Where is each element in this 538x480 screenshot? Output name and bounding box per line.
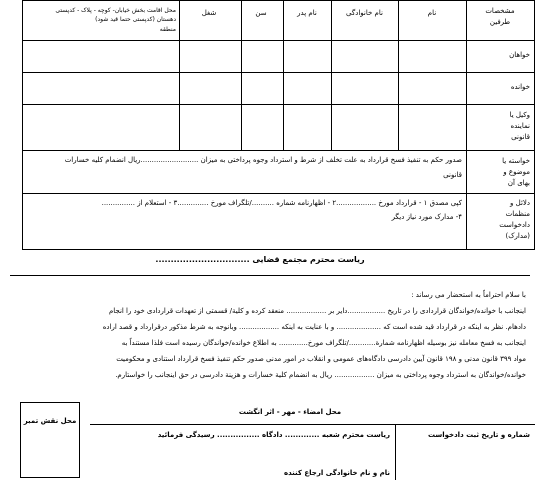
stamp-label: محل نقش تمبر bbox=[23, 417, 77, 425]
body-paragraph-4: مواد ٣٩٩ قانون مدنی و ١٩٨ قانون آیین دادرسی دادگاه‌های عمومی و انقلاب در امور مدنی صدور حکم تنفیذ فسخ قرارداد استنادی و محکومیت bbox=[116, 355, 526, 363]
table-top-border bbox=[22, 0, 535, 1]
header-address: محل اقامت بخش خیابان- کوچه - پلاک - کدپستی دهستان (کدپستی حتما قید شود) منطقه bbox=[55, 7, 176, 33]
branch-referral-text: ریاست محترم شعبه ............. دادگاه ................ رسیدگی فرمائید bbox=[157, 431, 390, 439]
body-paragraph-3: اینجانب به فسخ معامله نیز بوسیله اظهارنامه شمارة............/تلگراف مورخ............. به اطلاع خوانده/خواندگان رسیده است فلذا مستنداً به bbox=[121, 339, 526, 347]
referrer-name-label: نام و نام خانوادگی ارجاع کننده bbox=[284, 469, 390, 477]
demand-text-line2: قانونی bbox=[443, 171, 462, 179]
header-father: نام پدر bbox=[297, 9, 317, 17]
registration-label: شماره و تاریخ ثبت دادخواست bbox=[427, 431, 530, 439]
row-line-respondent bbox=[22, 104, 535, 105]
body-title-rule bbox=[10, 275, 530, 276]
body-paragraph-5: خوانده/خواندگان به استرداد وجوه پرداختی به میزان .................. ریال به انضمام کلیة خسارات و هزینة دادرسی در حق اینجانب را خواستارم. bbox=[115, 371, 526, 379]
col-line-job bbox=[179, 0, 180, 150]
footer-col-rule bbox=[395, 424, 396, 480]
body-paragraph-1: اینجانب با خوانده/خواندگان قراردادی را در تاریخ .................دایر بر .................. منعقد کرده و کلیة/ قسمتی از تعهدات قراردادی خود را انجام bbox=[108, 307, 526, 315]
footer-top-rule bbox=[90, 424, 535, 425]
row-line-lawyer bbox=[22, 150, 535, 151]
stamp-box bbox=[20, 402, 80, 478]
row-line-header bbox=[22, 40, 535, 41]
col-line-family bbox=[331, 0, 332, 150]
col-line-name bbox=[398, 0, 399, 150]
body-paragraph-2: دادهام. نظر به اینکه در قرارداد قید شده است که .................... و با عنایت به اینکه .................. وبانوجه به شرط مذکور درقرارداد و قصد اراده bbox=[102, 323, 526, 331]
header-age: سن bbox=[255, 9, 267, 17]
row-line-applicant bbox=[22, 72, 535, 73]
body-title: ریاست محترم مجتمع قضایی ............................... bbox=[155, 255, 365, 264]
row-label-respondent: خوانده bbox=[510, 83, 530, 91]
evidence-text-line1: کپی مصدق ١ - قرارداد مورخ ..................٢ - اظهارنامه شماره ........../تلگراف مورخ ..............٣ - استعلام از ............... bbox=[101, 199, 462, 207]
row-label-lawyer: وکیل یا نماینده قانونی bbox=[509, 111, 530, 142]
table-left-border bbox=[22, 0, 23, 250]
row-label-applicant: خواهان bbox=[509, 51, 530, 59]
demand-text-line1: صدور حکم به تنفیذ فسخ قرارداد به علت تخلف از شرط و استرداد وجوه پرداختی به میزان ..........................ریال انضمام کلیه خسارات bbox=[64, 156, 462, 164]
row-line-demand bbox=[22, 193, 535, 194]
table-bottom-border bbox=[22, 249, 535, 250]
col-line-age bbox=[241, 0, 242, 150]
evidence-label: دلائل و منظمات دادخواست (مدارک) bbox=[499, 199, 530, 240]
signature-label: محل امضاء - مهر - اثر انگشت bbox=[238, 408, 342, 416]
header-name: نام bbox=[427, 9, 437, 17]
header-specs: مشخصات طرفین bbox=[485, 7, 515, 26]
evidence-text-line2: ۴- مدارک مورد نیاز دیگر bbox=[391, 213, 462, 221]
col-line-father bbox=[283, 0, 284, 150]
header-family: نام خانوادگی bbox=[346, 9, 383, 17]
body-greeting: با سلام احتراماً به استحضار می رساند : bbox=[411, 291, 526, 299]
table-right-border bbox=[534, 0, 535, 250]
header-job: شغل bbox=[201, 9, 217, 17]
demand-label: خواسته یا موضوع و بهای آن bbox=[502, 157, 530, 188]
col-line-specs bbox=[466, 0, 467, 250]
